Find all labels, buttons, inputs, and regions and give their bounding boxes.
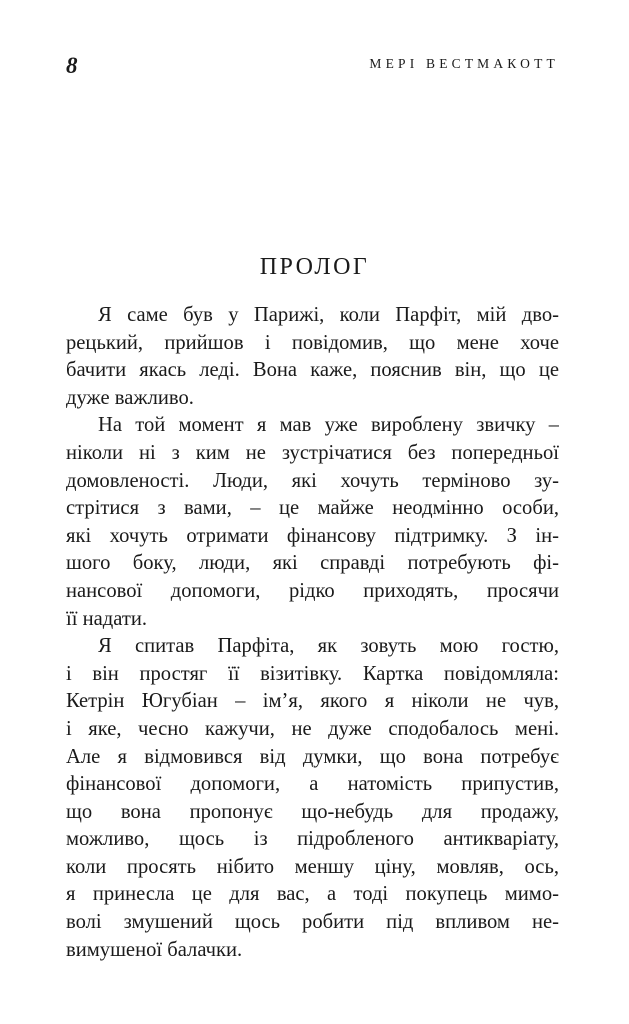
paragraph-1 [66, 302, 559, 412]
paragraph-3 [66, 633, 559, 964]
text-line: фінансової допомоги, а натомість припустив, [66, 773, 559, 796]
text-line: волі змушений щось робити під впливом не- [66, 911, 559, 934]
text-line: стрітися з вами, – це майже неодмінно особи, [66, 497, 559, 520]
text-line: На той момент я мав уже вироблену звичку – [98, 414, 559, 437]
text-line: що вона пропонує що-небудь для продажу, [66, 800, 559, 823]
text-line: Але я відмовився від думки, що вона потребує [66, 745, 559, 768]
text-line: шого боку, люди, які справді потребують фі- [66, 552, 559, 575]
text-line: я принесла це для вас, а тоді покупець мимо- [66, 883, 559, 906]
text-line: які хочуть отримати фінансову підтримку. З ін- [66, 524, 559, 547]
text-line: коли просять нібито меншу ціну, мовляв, ось, [66, 855, 559, 878]
text-line: нансової допомоги, рідко приходять, просячи [66, 579, 559, 602]
text-line: дуже важливо. [66, 386, 194, 409]
chapter-title: ПРОЛОГ [259, 254, 370, 280]
page-number: 8 [66, 53, 78, 78]
text-line: і яке, чесно кажучи, не дуже сподобалось мені. [66, 717, 559, 740]
text-line: Кетрін Югубіан – ім’я, якого я ніколи не чув, [66, 690, 559, 713]
author-running-head: МЕРІ ВЕСТМАКОТТ [369, 56, 559, 71]
text-line: ніколи ні з ким не зустрічатися без попередньої [66, 441, 559, 464]
text-line: рецький, прийшов і повідомив, що мене хоче [66, 331, 559, 354]
text-line: її надати. [66, 607, 148, 630]
text-line: і він простяг її візитівку. Картка повідомляла: [66, 662, 559, 685]
text-line: Я спитав Парфіта, як зовуть мою гостю, [98, 635, 559, 658]
running-header [66, 50, 559, 84]
text-line: можливо, щось із підробленого антикваріату, [66, 828, 559, 851]
text-line: домовленості. Люди, які хочуть терміново зу- [66, 469, 559, 492]
text-line: Я саме був у Парижі, коли Парфіт, мій дво- [98, 304, 559, 326]
body-text [66, 302, 559, 964]
paragraph-2 [66, 412, 559, 633]
text-line: вимушеної балачки. [66, 938, 243, 961]
text-line: бачити якась леді. Вона каже, пояснив він, що це [66, 359, 559, 382]
